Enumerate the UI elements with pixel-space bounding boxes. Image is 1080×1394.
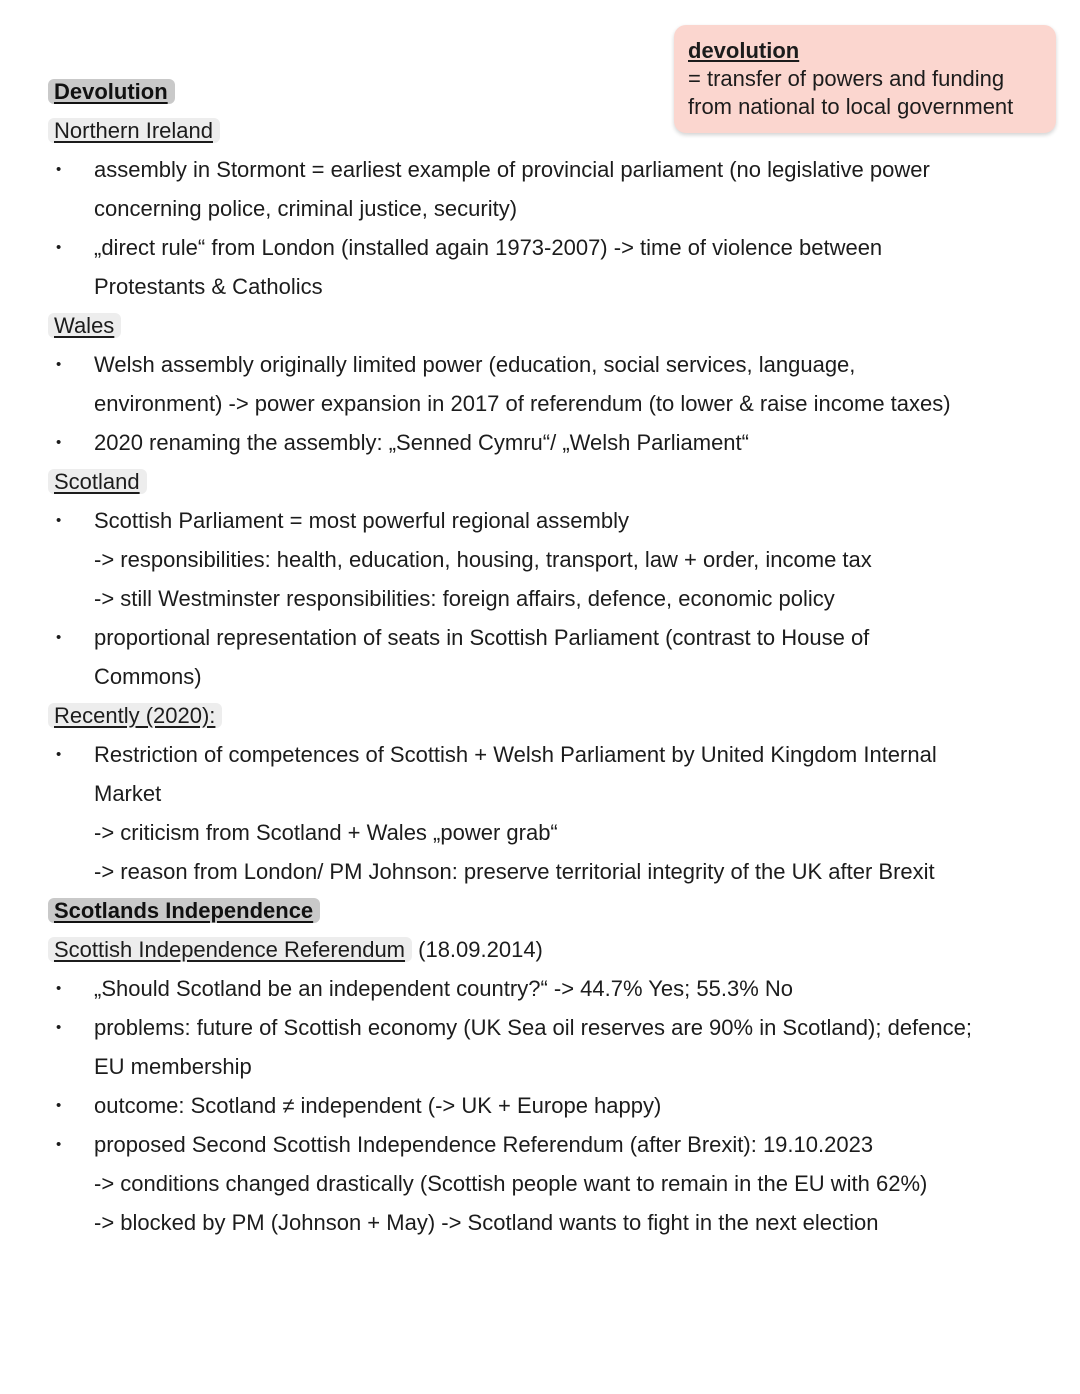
list-item-continuation [0, 189, 1080, 228]
list-item-continuation [0, 852, 1080, 891]
list-item-text: „direct rule“ from London (installed again 1973-2007) -> time of violence between [94, 235, 883, 260]
list-item-continuation [0, 579, 1080, 618]
callout-definition-line-2: from national to local government [688, 94, 1014, 119]
bullet-icon: • [56, 1136, 62, 1153]
list-item-text: Scottish Parliament = most powerful regional assembly [94, 508, 629, 533]
list-item-text: EU membership [94, 1054, 252, 1079]
subheading-row [0, 696, 1080, 735]
section-heading-devolution: Devolution [48, 79, 175, 104]
bullet-icon: • [56, 629, 62, 646]
subheading-recently: Recently (2020): [48, 703, 222, 728]
bullet-icon: • [56, 512, 62, 529]
section-heading-row [0, 72, 1080, 111]
list-item-continuation [0, 774, 1080, 813]
list-item-text: Welsh assembly originally limited power (education, social services, language, [94, 352, 856, 377]
section-heading-row [0, 891, 1080, 930]
callout-definition-line-1: = transfer of powers and funding [688, 66, 1005, 91]
bullet-icon: • [56, 356, 62, 373]
list-item-continuation [0, 384, 1080, 423]
list-item-text: concerning police, criminal justice, security) [94, 196, 518, 221]
subheading-wales: Wales [48, 313, 121, 338]
notes-content [0, 72, 1080, 1242]
list-item-text: -> reason from London/ PM Johnson: preserve territorial integrity of the UK after Brexit [94, 859, 935, 884]
list-item-continuation [0, 1203, 1080, 1242]
bullet-icon: • [56, 161, 62, 178]
list-item-text: -> responsibilities: health, education, housing, transport, law + order, income tax [94, 547, 872, 572]
list-item [0, 150, 1080, 189]
bullet-icon: • [56, 434, 62, 451]
list-item-continuation [0, 1047, 1080, 1086]
list-item [0, 228, 1080, 267]
list-item [0, 423, 1080, 462]
list-item [0, 345, 1080, 384]
bullet-icon: • [56, 1097, 62, 1114]
list-item-continuation [0, 1164, 1080, 1203]
list-item-text: proposed Second Scottish Independence Referendum (after Brexit): 19.10.2023 [94, 1132, 874, 1157]
subheading-scotland: Scotland [48, 469, 147, 494]
callout-title: devolution [688, 38, 800, 63]
list-item [0, 969, 1080, 1008]
list-item-continuation [0, 267, 1080, 306]
section-heading-scotlands-independence: Scotlands Independence [48, 898, 320, 923]
list-item-text: -> conditions changed drastically (Scottish people want to remain in the EU with 62%) [94, 1171, 928, 1196]
list-item-text: proportional representation of seats in Scottish Parliament (contrast to House of [94, 625, 870, 650]
list-item [0, 1125, 1080, 1164]
bullet-icon: • [56, 239, 62, 256]
list-item-text: -> blocked by PM (Johnson + May) -> Scotland wants to fight in the next election [94, 1210, 879, 1235]
bullet-icon: • [56, 1019, 62, 1036]
list-item-text: assembly in Stormont = earliest example of provincial parliament (no legislative power [94, 157, 930, 182]
list-item-continuation [0, 813, 1080, 852]
list-item-text: Protestants & Catholics [94, 274, 323, 299]
list-item-text: Market [94, 781, 162, 806]
list-item-text: Commons) [94, 664, 202, 689]
subheading-row [0, 306, 1080, 345]
list-item-text: environment) -> power expansion in 2017 of referendum (to lower & raise income taxes) [94, 391, 951, 416]
subheading-northern-ireland: Northern Ireland [48, 118, 220, 143]
subheading-row [0, 111, 1080, 150]
bullet-icon: • [56, 746, 62, 763]
list-item [0, 618, 1080, 657]
list-item [0, 735, 1080, 774]
bullet-icon: • [56, 980, 62, 997]
list-item-continuation [0, 657, 1080, 696]
list-item-text: Restriction of competences of Scottish + Welsh Parliament by United Kingdom Internal [94, 742, 937, 767]
list-item [0, 1086, 1080, 1125]
list-item [0, 1008, 1080, 1047]
subheading-independence-referendum: Scottish Independence Referendum [48, 937, 412, 962]
list-item [0, 501, 1080, 540]
subheading-row [0, 462, 1080, 501]
list-item-text: -> still Westminster responsibilities: foreign affairs, defence, economic policy [94, 586, 835, 611]
list-item-text: outcome: Scotland ≠ independent (-> UK + Europe happy) [94, 1093, 662, 1118]
list-item-text: -> criticism from Scotland + Wales „power grab“ [94, 820, 558, 845]
list-item-text: problems: future of Scottish economy (UK Sea oil reserves are 90% in Scotland); defence; [94, 1015, 972, 1040]
list-item-continuation [0, 540, 1080, 579]
referendum-date: (18.09.2014) [412, 937, 543, 962]
subheading-row [0, 930, 1080, 969]
list-item-text: „Should Scotland be an independent country?“ -> 44.7% Yes; 55.3% No [94, 976, 793, 1001]
list-item-text: 2020 renaming the assembly: „Senned Cymru“/ „Welsh Parliament“ [94, 430, 749, 455]
